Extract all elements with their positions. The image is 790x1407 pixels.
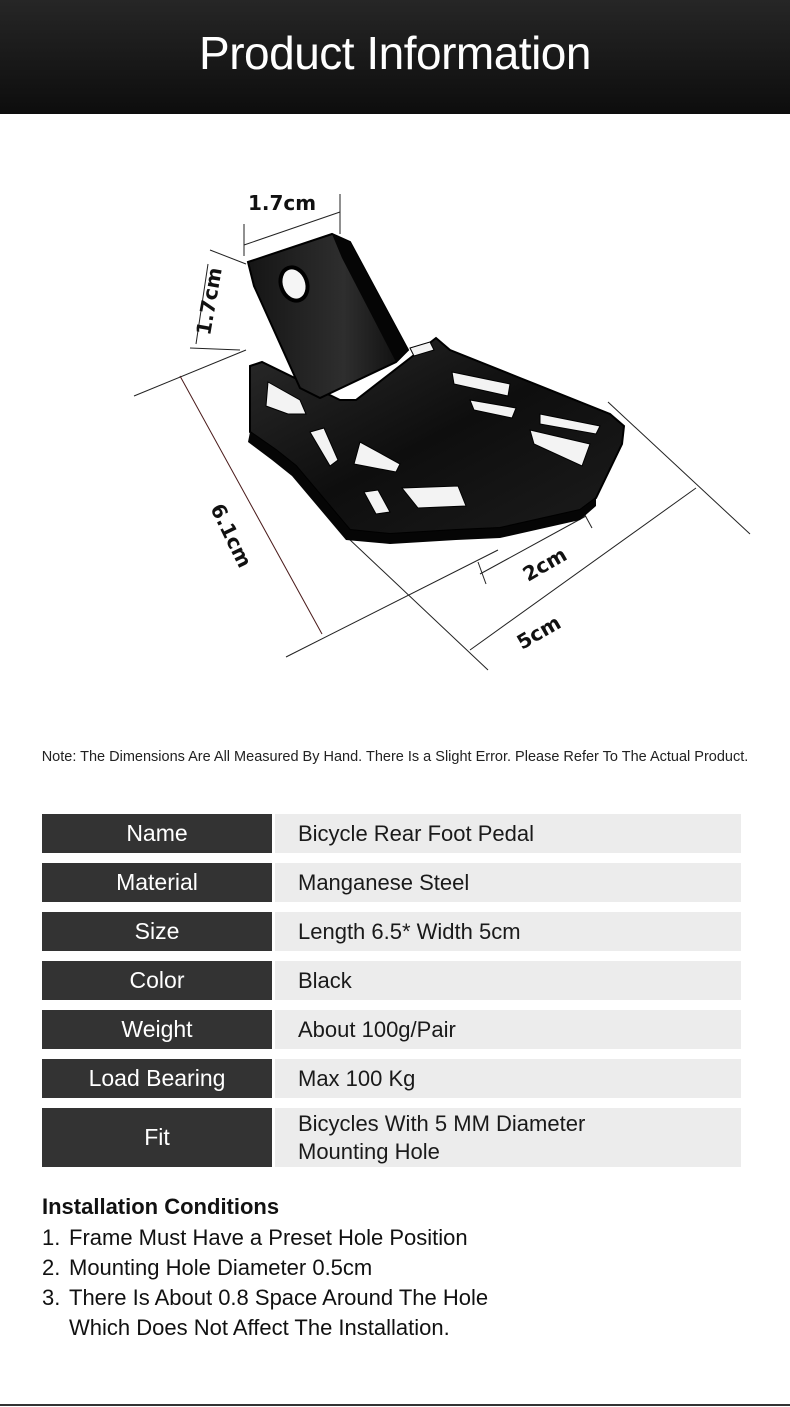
- dim-ext-length-bottom: [286, 550, 498, 657]
- spec-key: Fit: [42, 1108, 272, 1167]
- dim-tick-height-bottom: [190, 348, 240, 350]
- spec-value: About 100g/Pair: [275, 1010, 741, 1049]
- list-number: 2.: [42, 1255, 61, 1280]
- spec-value: Black: [275, 961, 741, 1000]
- dim-label-length: 6.1cm: [205, 499, 257, 572]
- spec-row-size: [42, 912, 741, 951]
- list-number: 1.: [42, 1225, 61, 1250]
- dim-ext-width-left: [348, 538, 488, 670]
- installation-list: [42, 1223, 742, 1343]
- spec-key: Material: [42, 863, 272, 902]
- dim-label-top-height: 1.7cm: [191, 265, 227, 337]
- spec-row-name: [42, 814, 741, 853]
- list-item: [42, 1283, 742, 1343]
- product-dimension-figure: [0, 114, 790, 734]
- measurement-note: Note: The Dimensions Are All Measured By Hand. There Is a Slight Error. Please Refer To The Actual Product.: [41, 749, 749, 765]
- list-number: 3.: [42, 1285, 61, 1310]
- list-text: Mounting Hole Diameter 0.5cm: [69, 1255, 373, 1280]
- spec-row-fit: [42, 1108, 741, 1167]
- installation-title: Installation Conditions: [42, 1194, 280, 1219]
- dim-ext-width-right: [608, 402, 750, 534]
- spec-key: Name: [42, 814, 272, 853]
- dim-tick-height-top: [210, 250, 246, 264]
- spec-value-line: Mounting Hole: [298, 1138, 440, 1164]
- spec-key: Size: [42, 912, 272, 951]
- dim-ext-length-top: [134, 350, 246, 396]
- spec-row-material: [42, 863, 741, 902]
- spec-table: [42, 814, 741, 1177]
- spec-row-load-bearing: [42, 1059, 741, 1098]
- spec-value: Bicycle Rear Foot Pedal: [275, 814, 741, 853]
- dim-label-top-width: 1.7cm: [248, 191, 317, 215]
- pedal-diagram: [0, 114, 790, 734]
- list-text: There Is About 0.8 Space Around The Hole: [69, 1285, 489, 1310]
- list-text: Frame Must Have a Preset Hole Position: [69, 1225, 468, 1250]
- spec-key: Load Bearing: [42, 1059, 272, 1098]
- page-title: Product Information: [199, 27, 591, 79]
- list-item: [42, 1223, 742, 1253]
- spec-value: [275, 1108, 741, 1167]
- dim-label-width: 5cm: [512, 610, 565, 655]
- dim-label-inner-width: 2cm: [518, 542, 571, 587]
- spec-value: Length 6.5* Width 5cm: [275, 912, 741, 951]
- spec-key: Color: [42, 961, 272, 1000]
- spec-value: Manganese Steel: [275, 863, 741, 902]
- list-item: [42, 1253, 742, 1283]
- list-text-continued: Which Does Not Affect The Installation.: [69, 1315, 450, 1340]
- bottom-divider: [0, 1404, 790, 1406]
- spec-row-weight: [42, 1010, 741, 1049]
- spec-value: Max 100 Kg: [275, 1059, 741, 1098]
- header-banner: [0, 0, 790, 114]
- spec-row-color: [42, 961, 741, 1000]
- spec-value-line: Bicycles With 5 MM Diameter: [298, 1110, 586, 1136]
- spec-key: Weight: [42, 1010, 272, 1049]
- installation-conditions: [42, 1193, 742, 1343]
- dim-tick-inner-left: [478, 562, 486, 584]
- pedal-product: [248, 234, 624, 544]
